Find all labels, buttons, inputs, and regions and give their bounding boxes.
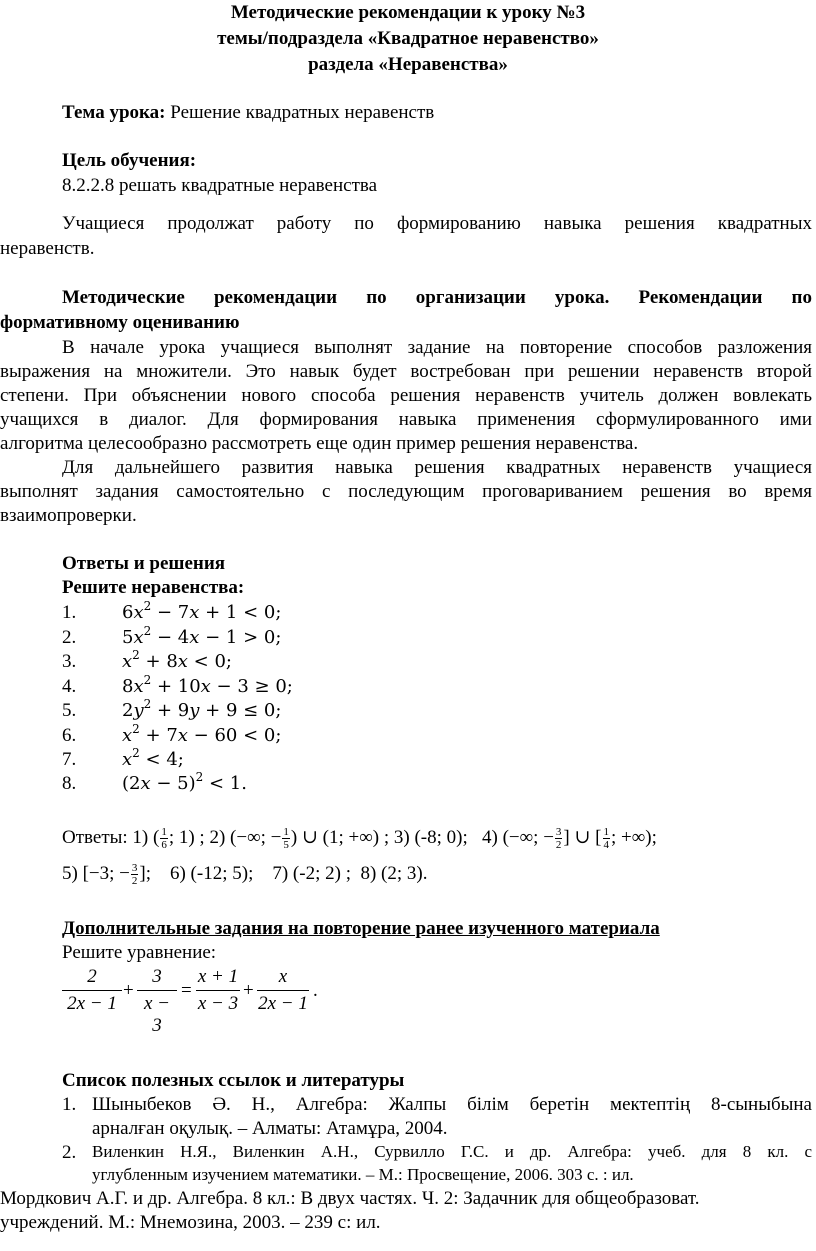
extra-instruction: Решите уравнение: — [62, 942, 217, 963]
reference-item-line: Виленкин Н.Я., Виленкин А.Н., Сурвилло Г.С. и др. Алгебра: учеб. для 8 кл. с — [92, 1142, 812, 1161]
header-title-line2: темы/подраздела «Квадратное неравенство» — [217, 28, 599, 49]
method-p1-line: В начале урока учащиеся выполнят задание на повторение способов разложения — [62, 337, 812, 358]
method-heading-line1: Методические рекомендации по организации урока. Рекомендации по — [62, 287, 812, 308]
fraction: $\frac{3}{2}$ — [555, 826, 562, 852]
answers-heading: Ответы и решения — [62, 553, 226, 574]
answers-subheading: Решите неравенства: — [62, 577, 245, 598]
document-page: Методические рекомендации к уроку №3 темы/подраздела «Квадратное неравенство» раздела «Неравенства» Тема урока: Решение квадратных неравенств Цель обучения: 8.2.2.8 решать квадратные неравенства Учащиеся продолжат работу по формированию навыка решения квадратных неравенств. Методические рекомендации по организации урока. Рекомендации по формативному оцениванию В начале урока учащиеся выполнят задание на повторение способов разложения выражения на множители. Это навык будет востребован при решении неравенств второй степени. При объяснении нового способа решения неравенств учитель должен вовлекать учащихся в диалог. Для формирования навыка применения сформулированного ими алгоритма целесообразно рассмотреть еще один пример решения неравенства. Для дальнейшего развития навыка решения квадратных неравенств учащиеся выполнят задания самостоятельно с последующим проговариванием решения во время взаимопроверки. Ответы и решения Решите неравенства: 1. 6𝑥$^2$ − 7𝑥 + 1 < 0; 2. 5𝑥$^2$ − 4𝑥 − 1 > 0; 3. 𝑥$^2$ + 8𝑥 < 0; 4. 8𝑥$^2$ + 10𝑥 − 3 ≥ 0; 5. 2𝑦$^2$ + 9𝑦 + 9 ≤ 0; 6. 𝑥$^2$ + 7𝑥 − 60 < 0; 7. 𝑥$^2$ < 4; 8. (2𝑥 − 5)$^2$ < 1. Ответы: 1) ( $\frac{1}{6}$ ; 1) ; 2) (−∞; − $\frac{1}{5}$ ) ∪ (1; +∞) ; 3) (-8; 0); 4) (−∞; − $\frac{3}{2}$ ] ∪ [ $\frac{1}{4}$ ; +∞); 5) [−3; − $\frac{3}{2}$ ]; 6) (-12; 5); 7) (-2; 2) ; 8) (2; 3). Дополнительные задания на повторение ранее изученного материала Решите уравнение: 2 2x − 1 + 3 x − 3 = x + 1 x − 3 + x 2x − 1 . Список полезных ссылок и литературы 1. Шыныбеков Ә. Н., Алгебра: Жалпы білім беретін мектептің 8-сыныбына арналған оқулық. – Алматы: Атамұра, 2004. 2. Виленкин Н.Я., Виленкин А.Н., Сурвилло Г.С. и др. Алгебра: учеб. для 8 кл. с углубленным изучением математики. – М.: Просвещение, 2006. 303 с. : ил. Мордкович А.Г. и др. Алгебра. 8 кл.: В двух частях. Ч. 2: Задачник для общеобразоват. учреждений. М.: Мнемозина, 2003. – 239 с: ил. — [0, 0, 816, 1251]
method-p1-line: учащихся в диалог. Для формирования навыка применения сформулированного ими — [0, 409, 812, 430]
reference-item-line: арналған оқулық. – Алматы: Атамұра, 2004. — [92, 1118, 448, 1139]
reference-number: 1. — [62, 1094, 77, 1115]
fraction: $\frac{1}{6}$ — [161, 826, 167, 852]
method-p2-line: Для дальнейшего развития навыка решения квадратных неравенств учащиеся — [62, 457, 812, 478]
fraction: 2 2x − 1 — [62, 966, 122, 1015]
references-heading: Список полезных ссылок и литературы — [62, 1070, 405, 1091]
reference-item-line: Шыныбеков Ә. Н., Алгебра: Жалпы білім беретін мектептің 8-сыныбына — [92, 1094, 812, 1115]
equals-sign: = — [181, 980, 192, 1001]
fraction: x + 1 x − 3 — [197, 966, 239, 1014]
fraction: $\frac{1}{4}$ — [603, 826, 609, 852]
method-p2-line: взаимопроверки. — [0, 505, 137, 526]
goal-label: Цель обучения: — [62, 150, 197, 171]
period: . — [313, 980, 318, 1001]
header-title-line3: раздела «Неравенства» — [308, 54, 508, 75]
method-heading-line2: формативному оцениванию — [0, 312, 240, 333]
reference-item-line: Мордкович А.Г. и др. Алгебра. 8 кл.: В двух частях. Ч. 2: Задачник для общеобразоват. — [0, 1188, 700, 1209]
topic — [62, 102, 434, 124]
extra-heading: Дополнительные задания на повторение ранее изученного материала — [62, 918, 660, 939]
plus-sign: + — [243, 980, 254, 1001]
method-p1-line: выражения на множители. Это навык будет востребован при решении неравенств второй — [0, 361, 812, 382]
reference-item-line: учреждений. М.: Мнемозина, 2003. – 239 с: ил. — [0, 1212, 381, 1233]
plus-sign: + — [123, 980, 134, 1001]
reference-number: 2. — [62, 1142, 77, 1163]
header-title-line1: Методические рекомендации к уроку №3 — [230, 2, 586, 23]
topic-value: Решение квадратных неравенств — [165, 102, 435, 123]
fraction: x 2x − 1 — [258, 966, 308, 1014]
answers-line1: Ответы: 1) ( $\frac{1}{6}$ ; 1) ; 2) (−∞; − $\frac{1}{5}$ ) ∪ (1; +∞) ; 3) (-8; 0); 4) (−∞; − $\frac{3}{2}$ ] ∪ [ $\frac{1}{4}$ ; +∞); — [62, 826, 657, 852]
method-p1-line: алгоритма целесообразно рассмотреть еще один пример решения неравенства. — [0, 433, 639, 454]
intro-line1: Учащиеся продолжат работу по формированию навыка решения квадратных — [62, 213, 812, 234]
topic-label: Тема урока: — [62, 102, 166, 123]
answers-label: Ответы: — [62, 827, 128, 848]
answers-line2: 5) [−3; − $\frac{3}{2}$ ]; 6) (-12; 5); 7) (-2; 2) ; 8) (2; 3). — [62, 862, 428, 887]
method-p1-line: степени. При объяснении нового способа решения неравенств учитель должен вовлекать — [0, 385, 812, 406]
fraction: 3 x − 3 — [137, 966, 177, 1037]
goal-value: 8.2.2.8 решать квадратные неравенства — [62, 175, 378, 196]
method-p2-line: выполнят задания самостоятельно с последующим проговариванием решения во время — [0, 481, 812, 502]
reference-item-line: углубленным изучением математики. – М.: Просвещение, 2006. 303 с. : ил. — [92, 1165, 634, 1184]
intro-line2: неравенств. — [0, 238, 95, 259]
fraction: $\frac{3}{2}$ — [131, 862, 138, 887]
fraction: $\frac{1}{5}$ — [283, 826, 289, 852]
